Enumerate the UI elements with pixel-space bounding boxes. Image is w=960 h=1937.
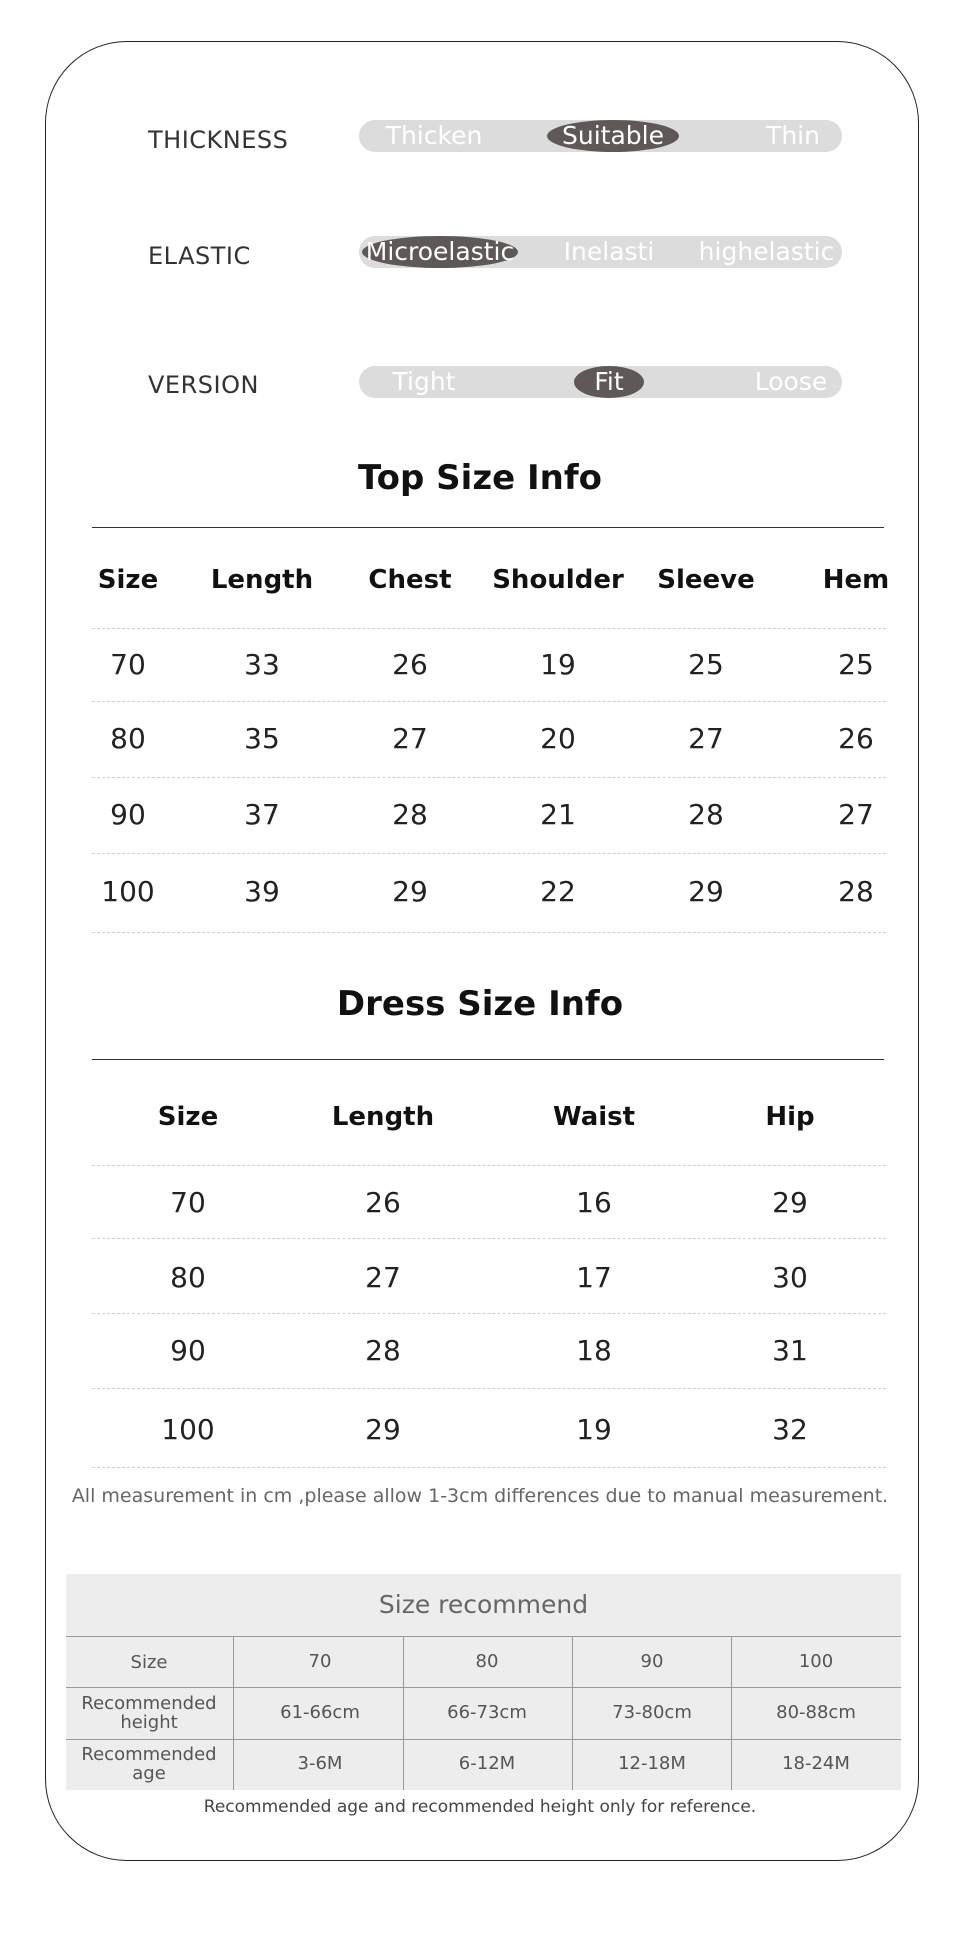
table-cell: 90: [110, 798, 146, 831]
table-cell: 80: [170, 1261, 206, 1294]
attribute-label: VERSION: [148, 371, 259, 399]
recommend-cell: 66-73cm: [447, 1702, 527, 1723]
row-divider: [92, 1165, 886, 1166]
row-divider: [92, 1313, 886, 1314]
table-cell: 35: [244, 722, 280, 755]
column-header: Waist: [552, 1102, 636, 1132]
table-cell: 27: [838, 798, 874, 831]
recommend-row-label-line: height: [120, 1712, 178, 1733]
option-microelastic-selected: Microelastic: [362, 236, 518, 268]
table-cell: 28: [838, 875, 874, 908]
table-cell: 31: [772, 1334, 808, 1367]
table-cell: 25: [688, 648, 724, 681]
recommend-cell: 12-18M: [618, 1753, 686, 1774]
table-cell: 27: [688, 722, 724, 755]
row-divider: [66, 1636, 901, 1637]
recommend-cell: 80-88cm: [776, 1702, 856, 1723]
attribute-label: THICKNESS: [148, 126, 289, 154]
recommend-row-label-line: Recommended: [81, 1744, 217, 1765]
attribute-scale: [359, 236, 842, 268]
option-thin: Thin: [766, 121, 820, 150]
column-header: Size: [97, 565, 159, 595]
table-cell: 28: [392, 798, 428, 831]
table-cell: 22: [540, 875, 576, 908]
recommend-cell: 6-12M: [458, 1753, 516, 1774]
recommend-cell: 73-80cm: [612, 1702, 692, 1723]
table-cell: 29: [365, 1413, 401, 1446]
column-divider: [731, 1636, 732, 1790]
table-cell: 26: [392, 648, 428, 681]
attribute-scale: [359, 366, 842, 398]
attribute-scale: [359, 120, 842, 152]
table-cell: 25: [838, 648, 874, 681]
recommend-row-label-line: age: [132, 1763, 166, 1784]
row-divider: [92, 932, 886, 933]
table-cell: 100: [101, 875, 155, 908]
recommend-cell: 3-6M: [297, 1753, 343, 1774]
column-header: Shoulder: [492, 565, 624, 595]
row-divider: [92, 1467, 886, 1468]
size-recommend-table: [66, 1574, 901, 1790]
recommend-row-label-line: Size: [130, 1651, 168, 1673]
option-fit-selected: Fit: [574, 366, 644, 398]
table-cell: 27: [365, 1261, 401, 1294]
attribute-label: ELASTIC: [148, 242, 251, 270]
table-cell: 29: [772, 1186, 808, 1219]
table-cell: 21: [540, 798, 576, 831]
row-divider: [92, 701, 886, 702]
column-divider: [403, 1636, 404, 1790]
row-divider: [92, 628, 886, 629]
recommend-cell: 18-24M: [782, 1753, 850, 1774]
dress-title-rule: [92, 1059, 884, 1060]
table-cell: 27: [392, 722, 428, 755]
size-recommend-title: Size recommend: [378, 1590, 589, 1619]
table-cell: 37: [244, 798, 280, 831]
table-cell: 19: [576, 1413, 612, 1446]
table-cell: 26: [365, 1186, 401, 1219]
table-cell: 30: [772, 1261, 808, 1294]
column-divider: [233, 1636, 234, 1790]
table-cell: 29: [392, 875, 428, 908]
column-header: Chest: [368, 565, 452, 595]
recommend-row-label: [69, 1694, 229, 1732]
recommend-cell: 100: [798, 1651, 834, 1672]
measurement-note: All measurement in cm ,please allow 1-3cm differences due to manual measurement.: [71, 1485, 889, 1507]
recommend-row-label: [69, 1653, 229, 1672]
table-cell: 28: [688, 798, 724, 831]
row-divider: [92, 1238, 886, 1239]
table-cell: 26: [838, 722, 874, 755]
column-header: Sleeve: [657, 565, 755, 595]
table-cell: 28: [365, 1334, 401, 1367]
table-cell: 29: [688, 875, 724, 908]
table-cell: 70: [170, 1186, 206, 1219]
column-header: Hip: [765, 1102, 815, 1132]
column-header: Size: [157, 1102, 219, 1132]
top-title-rule: [92, 527, 884, 528]
option-loose: Loose: [754, 367, 828, 396]
table-cell: 32: [772, 1413, 808, 1446]
table-cell: 18: [576, 1334, 612, 1367]
top-size-title: Top Size Info: [357, 458, 603, 498]
recommend-cell: 80: [475, 1651, 499, 1672]
recommend-row-label-line: Recommended: [81, 1693, 217, 1714]
row-divider: [92, 853, 886, 854]
recommend-row-label: [69, 1745, 229, 1783]
option-inelastic: Inelasti: [563, 237, 655, 266]
column-header: Length: [210, 565, 314, 595]
row-divider: [92, 1388, 886, 1389]
option-highelastic: highelastic: [698, 237, 835, 266]
column-divider: [572, 1636, 573, 1790]
option-suitable-selected: Suitable: [547, 120, 679, 152]
option-thicken: Thicken: [385, 121, 483, 150]
table-cell: 39: [244, 875, 280, 908]
table-cell: 19: [540, 648, 576, 681]
table-cell: 20: [540, 722, 576, 755]
table-cell: 80: [110, 722, 146, 755]
column-header: Length: [331, 1102, 435, 1132]
reference-footnote: Recommended age and recommended height only for reference.: [203, 1797, 757, 1817]
column-header: Hem: [822, 565, 890, 595]
recommend-cell: 70: [308, 1651, 332, 1672]
row-divider: [66, 1687, 901, 1688]
recommend-cell: 90: [640, 1651, 664, 1672]
recommend-cell: 61-66cm: [280, 1702, 360, 1723]
table-cell: 16: [576, 1186, 612, 1219]
table-cell: 100: [161, 1413, 215, 1446]
table-cell: 33: [244, 648, 280, 681]
table-cell: 17: [576, 1261, 612, 1294]
row-divider: [66, 1739, 901, 1740]
option-tight: Tight: [392, 367, 456, 396]
table-cell: 90: [170, 1334, 206, 1367]
row-divider: [92, 777, 886, 778]
dress-size-title: Dress Size Info: [336, 984, 624, 1024]
table-cell: 70: [110, 648, 146, 681]
